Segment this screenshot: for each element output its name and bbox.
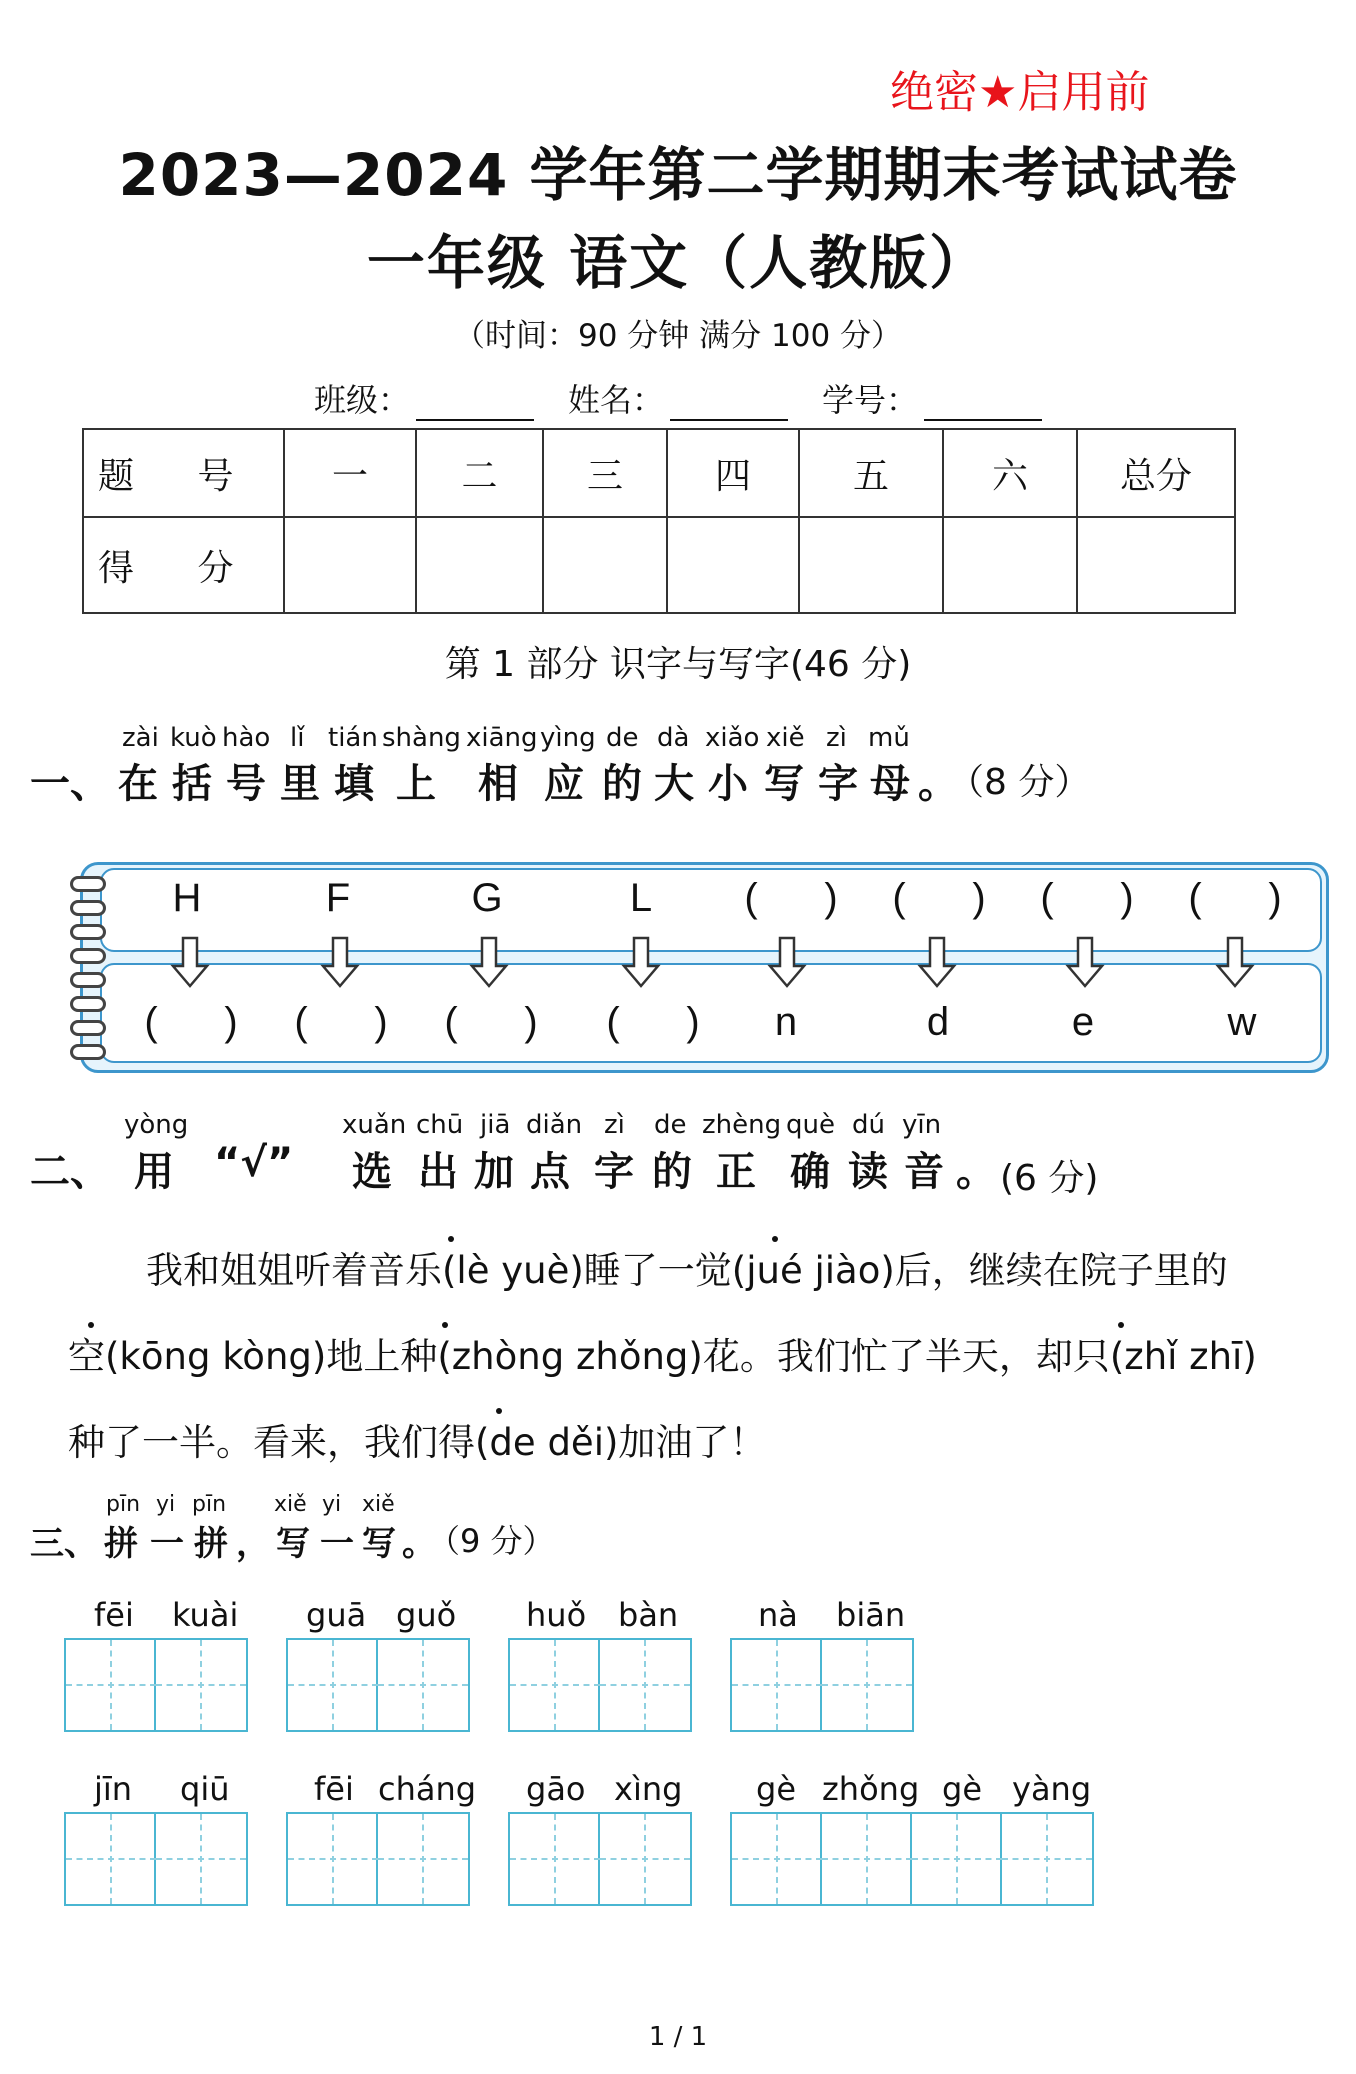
lower-letter: e [1071, 1000, 1095, 1044]
grid-pinyin: guǒ [396, 1596, 457, 1634]
emphasis-dot [1118, 1322, 1124, 1328]
binder-ring [70, 1044, 106, 1060]
grid-pinyin: yàng [1012, 1770, 1092, 1808]
down-arrow-icon [767, 936, 807, 988]
q2-paragraph-line: 空(kōng kòng)地上种(zhòng zhǒng)花。我们忙了半天，却只(zhǐ zhī) [68, 1335, 1257, 1378]
grid-pinyin: fēi [94, 1596, 134, 1634]
page-indicator: 1 / 1 [648, 2022, 708, 2052]
score-header-2: 二 [416, 429, 543, 517]
lower-answer-blank[interactable]: ( ) [144, 1000, 238, 1044]
down-arrow-icon [1065, 936, 1105, 988]
down-arrow-icon [1215, 936, 1255, 988]
writing-grid[interactable] [286, 1812, 470, 1906]
grid-pinyin: fēi [314, 1770, 354, 1808]
binder-ring [70, 996, 106, 1012]
score-header-6: 六 [943, 429, 1077, 517]
grid-pinyin: kuài [172, 1596, 239, 1634]
grid-pinyin: gāo [526, 1770, 586, 1808]
score-header-5: 五 [799, 429, 943, 517]
score-header-3: 三 [543, 429, 667, 517]
upper-answer-blank[interactable]: ( ) [744, 876, 838, 920]
student-info [0, 375, 1356, 421]
down-arrow-icon [469, 936, 509, 988]
binder-ring [70, 948, 106, 964]
class-field[interactable]: 班级： [314, 375, 534, 421]
lower-letter: d [926, 1000, 950, 1044]
writing-grid[interactable] [64, 1638, 248, 1732]
upper-letter: G [471, 876, 503, 920]
binder-ring [70, 1020, 106, 1036]
score-table [82, 428, 1236, 614]
lower-letter: w [1227, 1000, 1257, 1044]
grid-pinyin: bàn [618, 1596, 679, 1634]
emphasis-dot [448, 1236, 454, 1242]
binder-ring [70, 924, 106, 940]
score-cell[interactable] [943, 517, 1077, 613]
emphasis-dot [442, 1322, 448, 1328]
writing-grid[interactable] [508, 1638, 692, 1732]
grid-pinyin: cháng [378, 1770, 477, 1808]
grid-pinyin: xìng [614, 1770, 683, 1808]
lower-answer-blank[interactable]: ( ) [294, 1000, 388, 1044]
upper-answer-blank[interactable]: ( ) [892, 876, 986, 920]
score-row-label: 得 分 [83, 517, 284, 613]
emphasis-dot [88, 1322, 94, 1328]
emphasis-dot [496, 1408, 502, 1414]
writing-grid[interactable] [64, 1812, 248, 1906]
upper-letter: L [629, 876, 653, 920]
down-arrow-icon [170, 936, 210, 988]
grid-pinyin: gè [756, 1770, 796, 1808]
lower-letter: n [774, 1000, 798, 1044]
writing-grid[interactable] [286, 1638, 470, 1732]
upper-answer-blank[interactable]: ( ) [1040, 876, 1134, 920]
down-arrow-icon [917, 936, 957, 988]
score-header-label: 题 号 [83, 429, 284, 517]
exam-title: 2023—2024 学年第二学期期末考试试卷 [118, 141, 1238, 209]
binder-ring [70, 972, 106, 988]
lower-answer-blank[interactable]: ( ) [606, 1000, 700, 1044]
score-cell[interactable] [543, 517, 667, 613]
confidential-stamp: 绝密★启用前 [890, 67, 1150, 118]
name-field[interactable]: 姓名： [568, 375, 788, 421]
score-header-total: 总分 [1077, 429, 1235, 517]
q2-paragraph-line: 种了一半。看来，我们得(de děi)加油了！ [68, 1421, 767, 1464]
lower-answer-blank[interactable]: ( ) [444, 1000, 538, 1044]
grid-pinyin: huǒ [526, 1596, 587, 1634]
q2-paragraph-line: 我和姐姐听着音乐(lè yuè)睡了一觉(jué jiào)后，继续在院子里的 [146, 1249, 1228, 1292]
writing-grid[interactable] [730, 1812, 1094, 1906]
student-id-field[interactable]: 学号： [822, 375, 1042, 421]
writing-grid[interactable] [508, 1812, 692, 1906]
score-header-4: 四 [667, 429, 799, 517]
grid-pinyin: nà [758, 1596, 798, 1634]
score-cell[interactable] [667, 517, 799, 613]
score-cell[interactable] [284, 517, 416, 613]
down-arrow-icon [320, 936, 360, 988]
binder-ring [70, 900, 106, 916]
binder-ring [70, 876, 106, 892]
upper-answer-blank[interactable]: ( ) [1188, 876, 1282, 920]
score-cell[interactable] [1077, 517, 1235, 613]
upper-letter: H [172, 876, 202, 920]
emphasis-dot [772, 1236, 778, 1242]
score-header-1: 一 [284, 429, 416, 517]
grid-pinyin: jīn [94, 1770, 133, 1808]
score-cell[interactable] [416, 517, 543, 613]
grid-pinyin: biān [836, 1596, 906, 1634]
score-cell[interactable] [799, 517, 943, 613]
part-title: 第 1 部分 识字与写字(46 分) [444, 644, 912, 685]
down-arrow-icon [621, 936, 661, 988]
grid-pinyin: guā [306, 1596, 367, 1634]
grid-pinyin: gè [942, 1770, 982, 1808]
writing-grid[interactable] [730, 1638, 914, 1732]
time-note: （时间：90 分钟 满分 100 分） [453, 318, 903, 354]
exam-subtitle: 一年级 语文（人教版） [366, 229, 990, 297]
grid-pinyin: qiū [180, 1770, 230, 1808]
grid-pinyin: zhǒng [822, 1770, 920, 1808]
upper-letter: F [325, 876, 351, 920]
